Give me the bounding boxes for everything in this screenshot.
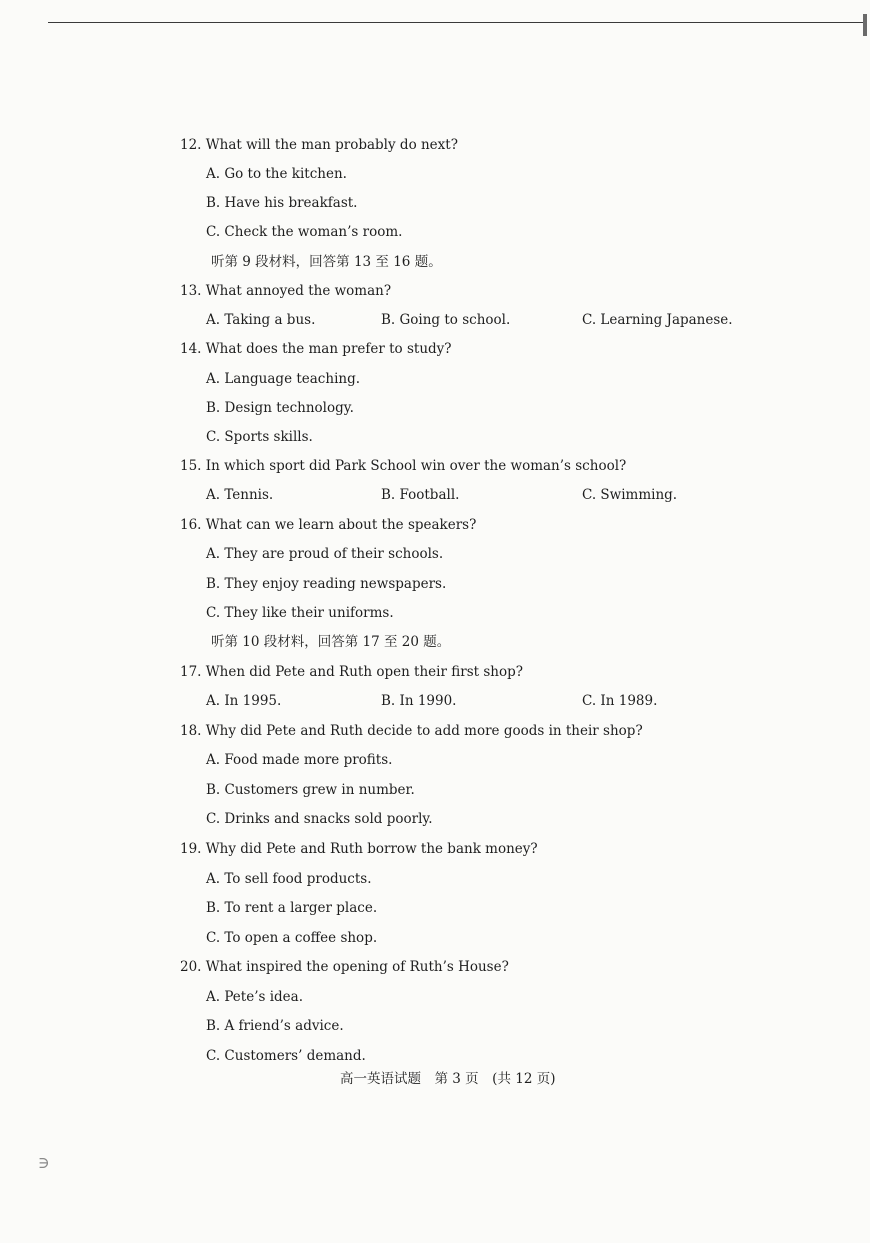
question-18-stem: 18. Why did Pete and Ruth decide to add more goods in their shop?	[180, 723, 643, 739]
header-rule	[48, 22, 863, 23]
question-19-option-b: B. To rent a larger place.	[206, 900, 378, 916]
question-14-option-c: C. Sports skills.	[206, 429, 313, 445]
question-16-option-c: C. They like their uniforms.	[206, 605, 394, 621]
question-17-option-c: C. In 1989.	[582, 693, 658, 709]
question-15-option-b: B. Football.	[381, 487, 460, 503]
question-17-option-b: B. In 1990.	[381, 693, 457, 709]
question-12-stem: 12. What will the man probably do next?	[180, 137, 458, 153]
section-10-instruction: 听第 10 段材料，回答第 17 至 20 题。	[211, 634, 451, 650]
question-18-option-a: A. Food made more profits.	[206, 752, 393, 768]
question-19-option-a: A. To sell food products.	[206, 871, 372, 887]
question-14-option-b: B. Design technology.	[206, 400, 354, 416]
question-20-option-c: C. Customers’ demand.	[206, 1048, 366, 1064]
section-9-instruction: 听第 9 段材料，回答第 13 至 16 题。	[211, 254, 442, 270]
question-20-stem: 20. What inspired the opening of Ruth’s House?	[180, 959, 509, 975]
question-20-option-a: A. Pete’s idea.	[206, 989, 304, 1005]
question-12-option-a: A. Go to the kitchen.	[206, 166, 347, 182]
question-13-option-a: A. Taking a bus.	[206, 312, 316, 328]
question-13-option-b: B. Going to school.	[381, 312, 511, 328]
question-15-stem: 15. In which sport did Park School win over the woman’s school?	[180, 458, 627, 474]
question-18-option-c: C. Drinks and snacks sold poorly.	[206, 811, 433, 827]
question-14-option-a: A. Language teaching.	[206, 371, 361, 387]
question-16-option-b: B. They enjoy reading newspapers.	[206, 576, 447, 592]
question-17-stem: 17. When did Pete and Ruth open their first shop?	[180, 664, 523, 680]
question-13-option-c: C. Learning Japanese.	[582, 312, 733, 328]
question-16-option-a: A. They are proud of their schools.	[206, 546, 444, 562]
question-16-stem: 16. What can we learn about the speakers?	[180, 517, 477, 533]
question-20-option-b: B. A friend’s advice.	[206, 1018, 344, 1034]
question-19-option-c: C. To open a coffee shop.	[206, 930, 378, 946]
question-19-stem: 19. Why did Pete and Ruth borrow the bank money?	[180, 841, 538, 857]
question-18-option-b: B. Customers grew in number.	[206, 782, 415, 798]
question-13-stem: 13. What annoyed the woman?	[180, 283, 392, 299]
page-footer: 高一英语试题 第 3 页 (共 12 页)	[340, 1071, 556, 1087]
scan-artifact-icon: ∋	[38, 1153, 50, 1172]
question-15-option-a: A. Tennis.	[206, 487, 274, 503]
question-12-option-b: B. Have his breakfast.	[206, 195, 358, 211]
question-17-option-a: A. In 1995.	[206, 693, 282, 709]
question-12-option-c: C. Check the woman’s room.	[206, 224, 403, 240]
question-15-option-c: C. Swimming.	[582, 487, 678, 503]
scan-edge-mark	[863, 14, 867, 36]
question-14-stem: 14. What does the man prefer to study?	[180, 341, 452, 357]
